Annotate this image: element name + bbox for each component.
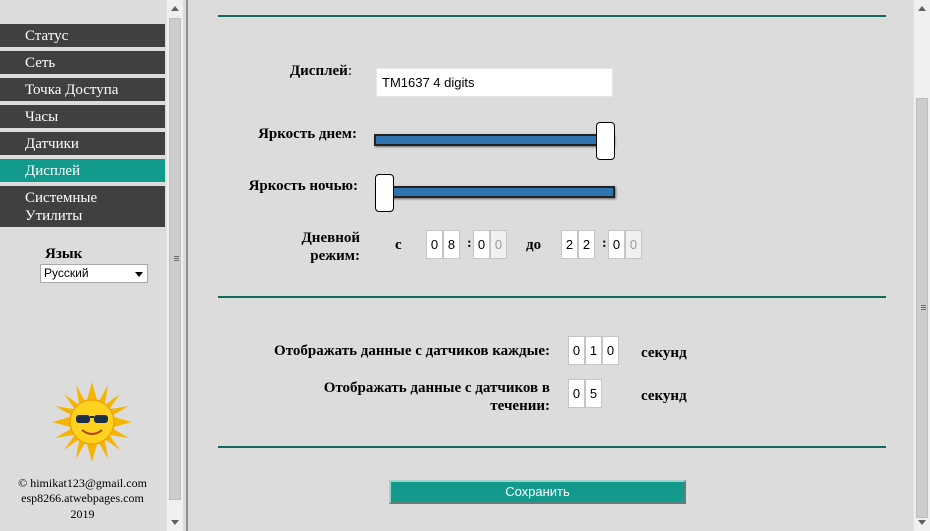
- frame-divider: [186, 0, 188, 531]
- sidebar: [0, 0, 187, 531]
- sidebar-item-network[interactable]: Сеть: [0, 51, 165, 74]
- sun-with-sunglasses-icon: [52, 382, 132, 462]
- day-start-hour-ones[interactable]: 8: [443, 230, 460, 259]
- sensor-every-digit-3[interactable]: 0: [602, 336, 619, 365]
- scroll-down-icon[interactable]: [918, 520, 926, 525]
- day-start-hour-tens[interactable]: 0: [426, 230, 443, 259]
- main-scrollbar-thumb[interactable]: [916, 98, 928, 518]
- credit-website: esp8266.atwebpages.com: [21, 491, 144, 505]
- display-label: Дисплей:: [289, 63, 352, 79]
- chevron-down-icon: [135, 272, 143, 277]
- sensor-for-unit: секунд: [641, 388, 687, 404]
- day-start-minute-tens[interactable]: 0: [473, 230, 490, 259]
- day-mode-to-label: до: [526, 237, 542, 253]
- sidebar-item-access-point[interactable]: Точка Доступа: [0, 78, 165, 101]
- credit-email: © himikat123@gmail.com: [18, 476, 147, 490]
- brightness-day-track: [374, 134, 614, 146]
- day-end-hour-tens[interactable]: 2: [561, 230, 578, 259]
- brightness-night-slider[interactable]: [375, 174, 617, 212]
- sensor-for-digit-1[interactable]: 0: [568, 379, 585, 408]
- sidebar-item-sensors[interactable]: Датчики: [0, 132, 165, 155]
- language-select-value: Русский: [44, 266, 89, 280]
- day-start-minute-ones[interactable]: 0: [490, 230, 507, 259]
- day-end-minute-ones[interactable]: 0: [625, 230, 642, 259]
- day-start-separator: :: [467, 236, 472, 251]
- sidebar-item-status[interactable]: Статус: [0, 24, 165, 47]
- save-button[interactable]: Сохранить: [389, 480, 686, 504]
- sidebar-scrollbar-thumb[interactable]: [169, 18, 181, 500]
- divider-bottom: [218, 446, 886, 448]
- day-end-minute-tens[interactable]: 0: [608, 230, 625, 259]
- sensor-every-label: Отображать данные с датчиков каждые:: [274, 343, 550, 359]
- sensor-for-digit-2[interactable]: 5: [585, 379, 602, 408]
- brightness-night-handle[interactable]: [375, 174, 394, 212]
- brightness-day-handle[interactable]: [596, 122, 615, 160]
- day-end-separator: :: [602, 236, 607, 251]
- sensor-every-digit-1[interactable]: 0: [568, 336, 585, 365]
- language-label: Язык: [45, 246, 83, 262]
- language-select[interactable]: [40, 264, 148, 283]
- sidebar-scrollbar[interactable]: [166, 0, 183, 531]
- sidebar-item-system-utilities[interactable]: Системные Утилиты: [0, 186, 165, 227]
- sensor-for-label: Отображать данные с датчиков в течении:: [323, 380, 550, 414]
- scroll-up-icon[interactable]: [171, 6, 179, 11]
- brightness-night-track: [375, 186, 615, 198]
- sensor-every-unit: секунд: [641, 345, 687, 361]
- sidebar-item-display[interactable]: Дисплей: [0, 159, 165, 182]
- divider-top: [218, 15, 886, 17]
- sidebar-item-clock[interactable]: Часы: [0, 105, 165, 128]
- main-scrollbar[interactable]: [913, 0, 930, 531]
- brightness-night-label: Яркость ночью:: [248, 178, 358, 194]
- credit-year: 2019: [70, 507, 95, 521]
- scroll-up-icon[interactable]: [918, 6, 926, 11]
- display-type-field[interactable]: TM1637 4 digits: [376, 68, 613, 97]
- day-end-hour-ones[interactable]: 2: [578, 230, 595, 259]
- day-mode-from-label: с: [395, 237, 402, 253]
- brightness-day-slider[interactable]: [374, 122, 616, 160]
- scroll-down-icon[interactable]: [171, 520, 179, 525]
- sensor-every-digit-2[interactable]: 1: [585, 336, 602, 365]
- divider-middle: [218, 296, 886, 298]
- brightness-day-label: Яркость днем:: [258, 126, 357, 142]
- day-mode-label: Дневной режим:: [301, 230, 360, 264]
